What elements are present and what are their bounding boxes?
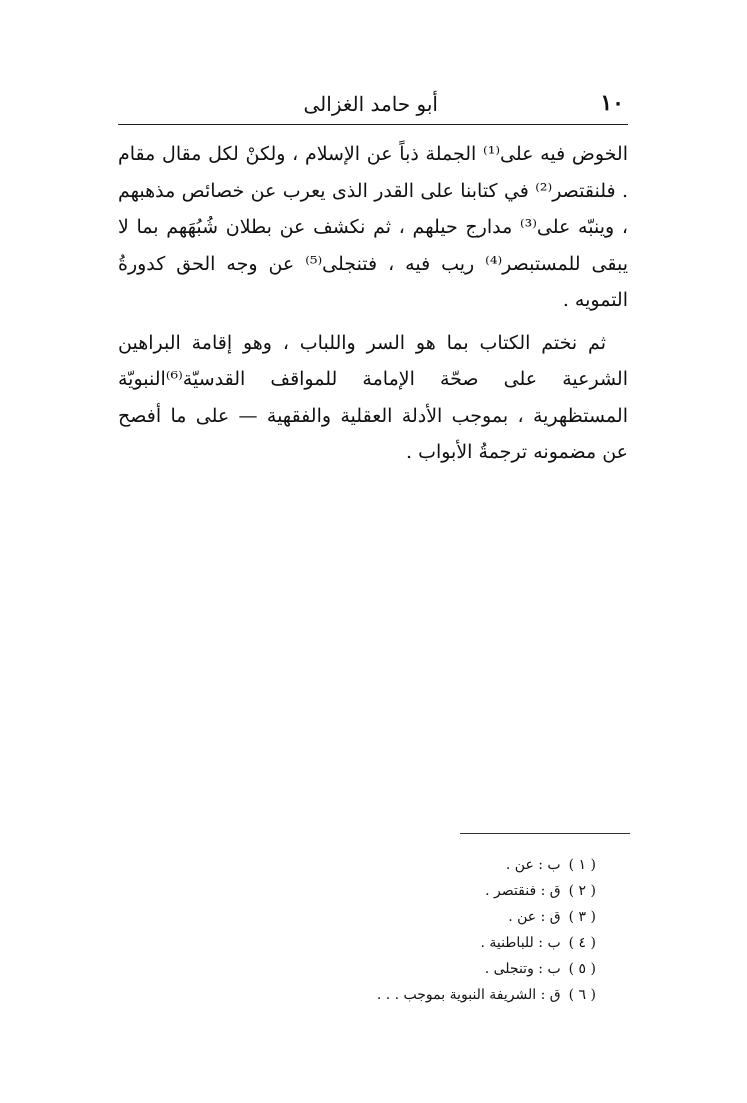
footnote-item xyxy=(320,904,596,930)
footnote-number: ( ٥ ) xyxy=(568,961,596,977)
footnote-number: ( ١ ) xyxy=(568,857,596,873)
footnote-text: ب : عن . xyxy=(505,857,561,873)
footnote-text: ق : عن . xyxy=(508,909,561,925)
footnote-number: ( ٦ ) xyxy=(568,987,596,1003)
footnote-number: ( ٣ ) xyxy=(568,909,596,925)
page-header xyxy=(118,86,628,120)
footnote-item xyxy=(320,852,596,878)
running-title: أبو حامد الغزالى xyxy=(303,92,438,116)
paragraph-2: ثم نختم الكتاب بما هو السر واللباب ، وهو إقامة البراهين الشرعية على صحّة الإمامة للمواقف القدسيّة⁽⁶⁾النبويّة المستظهرية ، بموجب الأدلة العقلية والفقهية — على ما أفصح عن مضمونه ترجمةُ الأبواب . xyxy=(118,331,628,463)
footnote-number: ( ٤ ) xyxy=(568,935,596,951)
footnote-item xyxy=(320,878,596,904)
footnote-item xyxy=(320,982,596,1008)
header-rule xyxy=(118,124,628,125)
footnote-item xyxy=(320,930,596,956)
footnote-text: ق : فنقتصر . xyxy=(485,883,561,899)
paragraph-1: الخوض فيه على⁽¹⁾ الجملة ذباً عن الإسلام ، ولكنْ لكل مقال مقام . فلنقتصر⁽²⁾ في كتابنا على القدر الذى يعرب عن خصائص مذهبهم ، وينبّه على⁽³⁾ مدارج حيلهم ، ثم نكشف عن بطلان شُبُهَهم بما لا يبقى للمستبصر⁽⁴⁾ ريب فيه ، فتنجلى⁽⁵⁾ عن وجه الحق كدورةُ التمويه . xyxy=(118,143,629,311)
footnote-number: ( ٢ ) xyxy=(568,883,596,899)
footnote-text: ق : الشريفة النبوية بموجب . . . xyxy=(376,987,561,1003)
footnote-rule xyxy=(460,833,630,834)
footnotes xyxy=(320,852,596,1008)
footnote-text: ب : وتنجلى . xyxy=(484,961,561,977)
footnote-text: ب : للباطنية . xyxy=(480,935,561,951)
main-text xyxy=(118,136,628,471)
page-number: ١٠ xyxy=(600,90,624,116)
footnote-item xyxy=(320,956,596,982)
